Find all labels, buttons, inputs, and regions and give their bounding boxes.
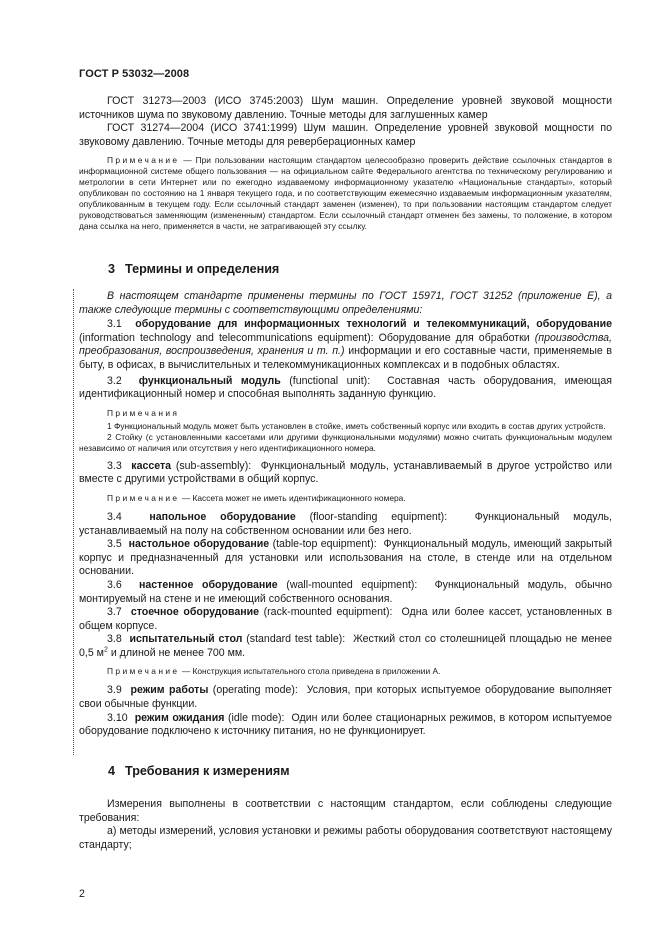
reference-item: ГОСТ 31273—2003 (ИСО 3745:2003) Шум машин. Определение уровней звуковой мощности источников шума по звуковому давлению. Точные методы для заглушенных камер (79, 95, 612, 121)
term-3-9: 3.9 режим работы (operating mode): Условия, при которых испытуемое оборудование выполняет свои обычные функции. (79, 684, 612, 711)
note-item: 2 Стойку (с установленными кассетами или другими функциональными модулями) можно считать функциональным модулем независимо от наличия или отсутствия у него идентификационного номера. (79, 431, 612, 453)
section-title: Термины и определения (125, 262, 280, 276)
section-3-body (79, 290, 612, 739)
section-3-heading (108, 261, 608, 277)
note-label: Примечание (107, 155, 180, 166)
document-header: ГОСТ Р 53032—2008 (79, 68, 190, 80)
note-paragraph: Примечание — Конструкция испытательного стола приведена в приложении А. (107, 666, 441, 677)
term-3-1: 3.1 оборудование для информационных технологий и телекоммуникаций, оборудование (information technology and telecommunications equipment): Оборудование для обработки (производства, преобразования, воспроизведения, хранения и т. п.) информации и его составные части, применяемые в быту, в офисах, в вычислительных и телекоммуникационных комплексах и в подобных областях. (79, 318, 613, 371)
section-intro: В настоящем стандарте применены термины по ГОСТ 15971, ГОСТ 31252 (приложение Е), а также следующие термины с соответствующими определениями: (79, 290, 612, 316)
section-intro: Измерения выполнены в соответствии с настоящим стандартом, если соблюдены следующие требования: (79, 798, 612, 824)
term-3-10: 3.10 режим ожидания (idle mode): Один или более стационарных режимов, в котором испытуемое оборудование подключено к источнику питания, но не функционирует. (79, 711, 612, 738)
section-number: 3 (108, 262, 116, 276)
normative-references (79, 95, 612, 232)
term-3-4: 3.4 напольное оборудование (floor-standing equipment): Функциональный модуль, устанавливаемый на полу на собственном основании или без него. (79, 510, 612, 537)
term-3-3: 3.3 кассета (sub-assembly): Функциональный модуль, устанавливаемый в другое устройство или вместе с другими устройствами в общий корпус. (79, 459, 612, 486)
section-4-body (79, 798, 612, 852)
section-4-heading (108, 763, 608, 779)
term-3-7: 3.7 стоечное оборудование (rack-mounted equipment): Одна или более кассет, установленных в общем корпусе. (79, 606, 612, 632)
term-3-8: 3.8 испытательный стол (standard test table): Жесткий стол со столешницей площадью не менее 0,5 $м^2$ и длиной не менее 700 мм. (79, 633, 612, 659)
note-text: — При пользовании настоящим стандартом целесообразно проверить действие ссылочных стандартов в информационной системе общего пользования — на официальном сайте Федерального агентства по техническому регулированию и метрологии в сети Интернет или по ежегодно издаваемому информационному указателю «Национальные стандарты», который опубликован по состоянию на 1 января текущего года, и по соответствующим ежемесячно издаваемым информационным указателям, опубликованным в текущем году. Если ссылочный стандарт заменен (изменен), то при пользовании настоящим стандартом следует руководствоваться заменяющим (измененным) стандартом. Если ссылочный стандарт отменен без замены, то положение, в котором дана ссылка на него, применяется в части, не затрагивающей эту ссылку. (79, 155, 613, 232)
term-3-6: 3.6 настенное оборудование (wall-mounted equipment): Функциональный модуль, обычно монтируемый на стене и не имеющий собственного основания. (79, 578, 613, 605)
note-paragraph: Примечание — Кассета может не иметь идентификационного номера. (107, 492, 406, 503)
section-number: 4 (108, 764, 116, 778)
notes-label: Примечания (107, 407, 180, 418)
note-paragraph (79, 155, 612, 232)
section-title: Требования к измерениям (125, 764, 290, 778)
page-number: 2 (79, 888, 85, 900)
change-bar (73, 289, 74, 755)
note-item: 1 Функциональный модуль может быть установлен в стойке, иметь собственный корпус или входить в состав других устройств. (107, 420, 606, 431)
term-3-2: 3.2 функциональный модуль (functional unit): Составная часть оборудования, имеющая идентификационный номер и способная выполнять заданную функцию. (79, 374, 613, 401)
term-3-5: 3.5 настольное оборудование (table-top equipment): Функциональный модуль, имеющий закрытый корпус и предназначенный для установки или использования на столе, в стенде или на отдельном основании. (79, 538, 613, 578)
list-item: а) методы измерений, условия установки и режимы работы оборудования соответствуют настоящему стандарту; (79, 825, 612, 851)
reference-item: ГОСТ 31274—2004 (ИСО 3741:1999) Шум машин. Определение уровней звуковой мощности по звуковому давлению. Точные методы для реверберационных камер (79, 122, 612, 148)
